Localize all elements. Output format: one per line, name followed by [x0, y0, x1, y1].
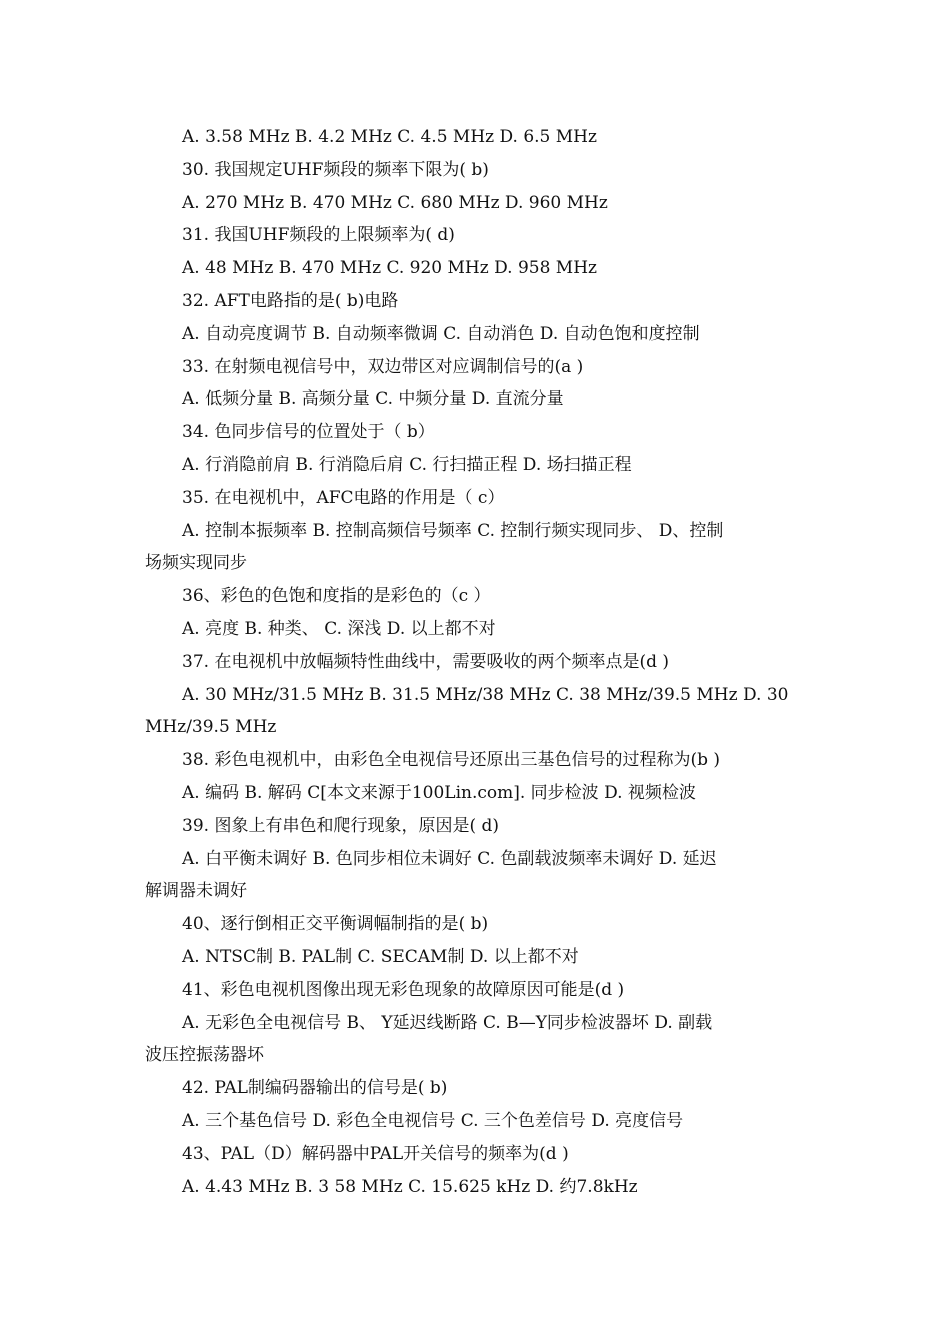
text-line: 波压控振荡器坏	[145, 1045, 264, 1066]
text-line: A. 无彩色全电视信号 B、 Y延迟线断路 C. B—Y同步检波器坏 D. 副载	[182, 1012, 713, 1033]
text-line: 38. 彩色电视机中，由彩色全电视信号还原出三基色信号的过程称为(b )	[182, 750, 720, 771]
text-line: 35. 在电视机中，AFC电路的作用是（ c）	[182, 487, 505, 508]
text-line: 43、PAL（D）解码器中PAL开关信号的频率为(d )	[182, 1143, 569, 1164]
text-line: 39. 图象上有串色和爬行现象，原因是( d)	[182, 815, 499, 836]
text-line: A. 30 MHz/31.5 MHz B. 31.5 MHz/38 MHz C. 38 MHz/39.5 MHz D. 30	[182, 684, 789, 705]
text-line: A. 自动亮度调节 B. 自动频率微调 C. 自动消色 D. 自动色饱和度控制	[182, 323, 700, 344]
text-line: A. 4.43 MHz B. 3 58 MHz C. 15.625 kHz D. 约7.8kHz	[182, 1176, 638, 1197]
text-line: MHz/39.5 MHz	[145, 717, 277, 738]
text-line: A. 3.58 MHz B. 4.2 MHz C. 4.5 MHz D. 6.5 MHz	[182, 127, 597, 147]
text-line: 42. PAL制编码器输出的信号是( b)	[182, 1078, 448, 1099]
text-line: 解调器未调好	[145, 881, 247, 902]
text-line: 37. 在电视机中放幅频特性曲线中，需要吸收的两个频率点是(d )	[182, 651, 669, 672]
text-line: A. 48 MHz B. 470 MHz C. 920 MHz D. 958 MHz	[182, 258, 597, 279]
text-line: 32. AFT电路指的是( b)电路	[182, 290, 399, 311]
text-line: 41、彩色电视机图像出现无彩色现象的故障原因可能是(d )	[182, 979, 625, 1000]
text-line: 34. 色同步信号的位置处于（ b）	[182, 422, 435, 443]
text-line: 33. 在射频电视信号中，双边带区对应调制信号的(a )	[182, 356, 584, 377]
text-line: A. 亮度 B. 种类、 C. 深浅 D. 以上都不对	[182, 618, 496, 639]
text-line: 36、彩色的色饱和度指的是彩色的（c ）	[182, 586, 491, 607]
text-line: 40、逐行倒相正交平衡调幅制指的是( b)	[182, 914, 489, 935]
text-line: 31. 我国UHF频段的上限频率为( d)	[182, 225, 455, 246]
text-line: A. 控制本振频率 B. 控制高频信号频率 C. 控制行频实现同步、 D、控制	[182, 520, 724, 541]
text-line: A. NTSC制 B. PAL制 C. SECAM制 D. 以上都不对	[182, 946, 579, 967]
text-line: A. 270 MHz B. 470 MHz C. 680 MHz D. 960 MHz	[182, 192, 608, 213]
text-line: 场频实现同步	[145, 553, 247, 574]
text-line: 30. 我国规定UHF频段的频率下限为( b)	[182, 159, 489, 180]
text-line: A. 低频分量 B. 高频分量 C. 中频分量 D. 直流分量	[182, 389, 564, 410]
text-line: A. 编码 B. 解码 C[本文来源于100Lin.com]. 同步检波 D. 视频检波	[182, 782, 696, 803]
document-body	[145, 121, 825, 1203]
text-line: A. 三个基色信号 D. 彩色全电视信号 C. 三个色差信号 D. 亮度信号	[182, 1110, 684, 1131]
text-line: A. 行消隐前肩 B. 行消隐后肩 C. 行扫描正程 D. 场扫描正程	[182, 454, 632, 475]
text-line: A. 白平衡未调好 B. 色同步相位未调好 C. 色副载波频率未调好 D. 延迟	[182, 848, 717, 869]
